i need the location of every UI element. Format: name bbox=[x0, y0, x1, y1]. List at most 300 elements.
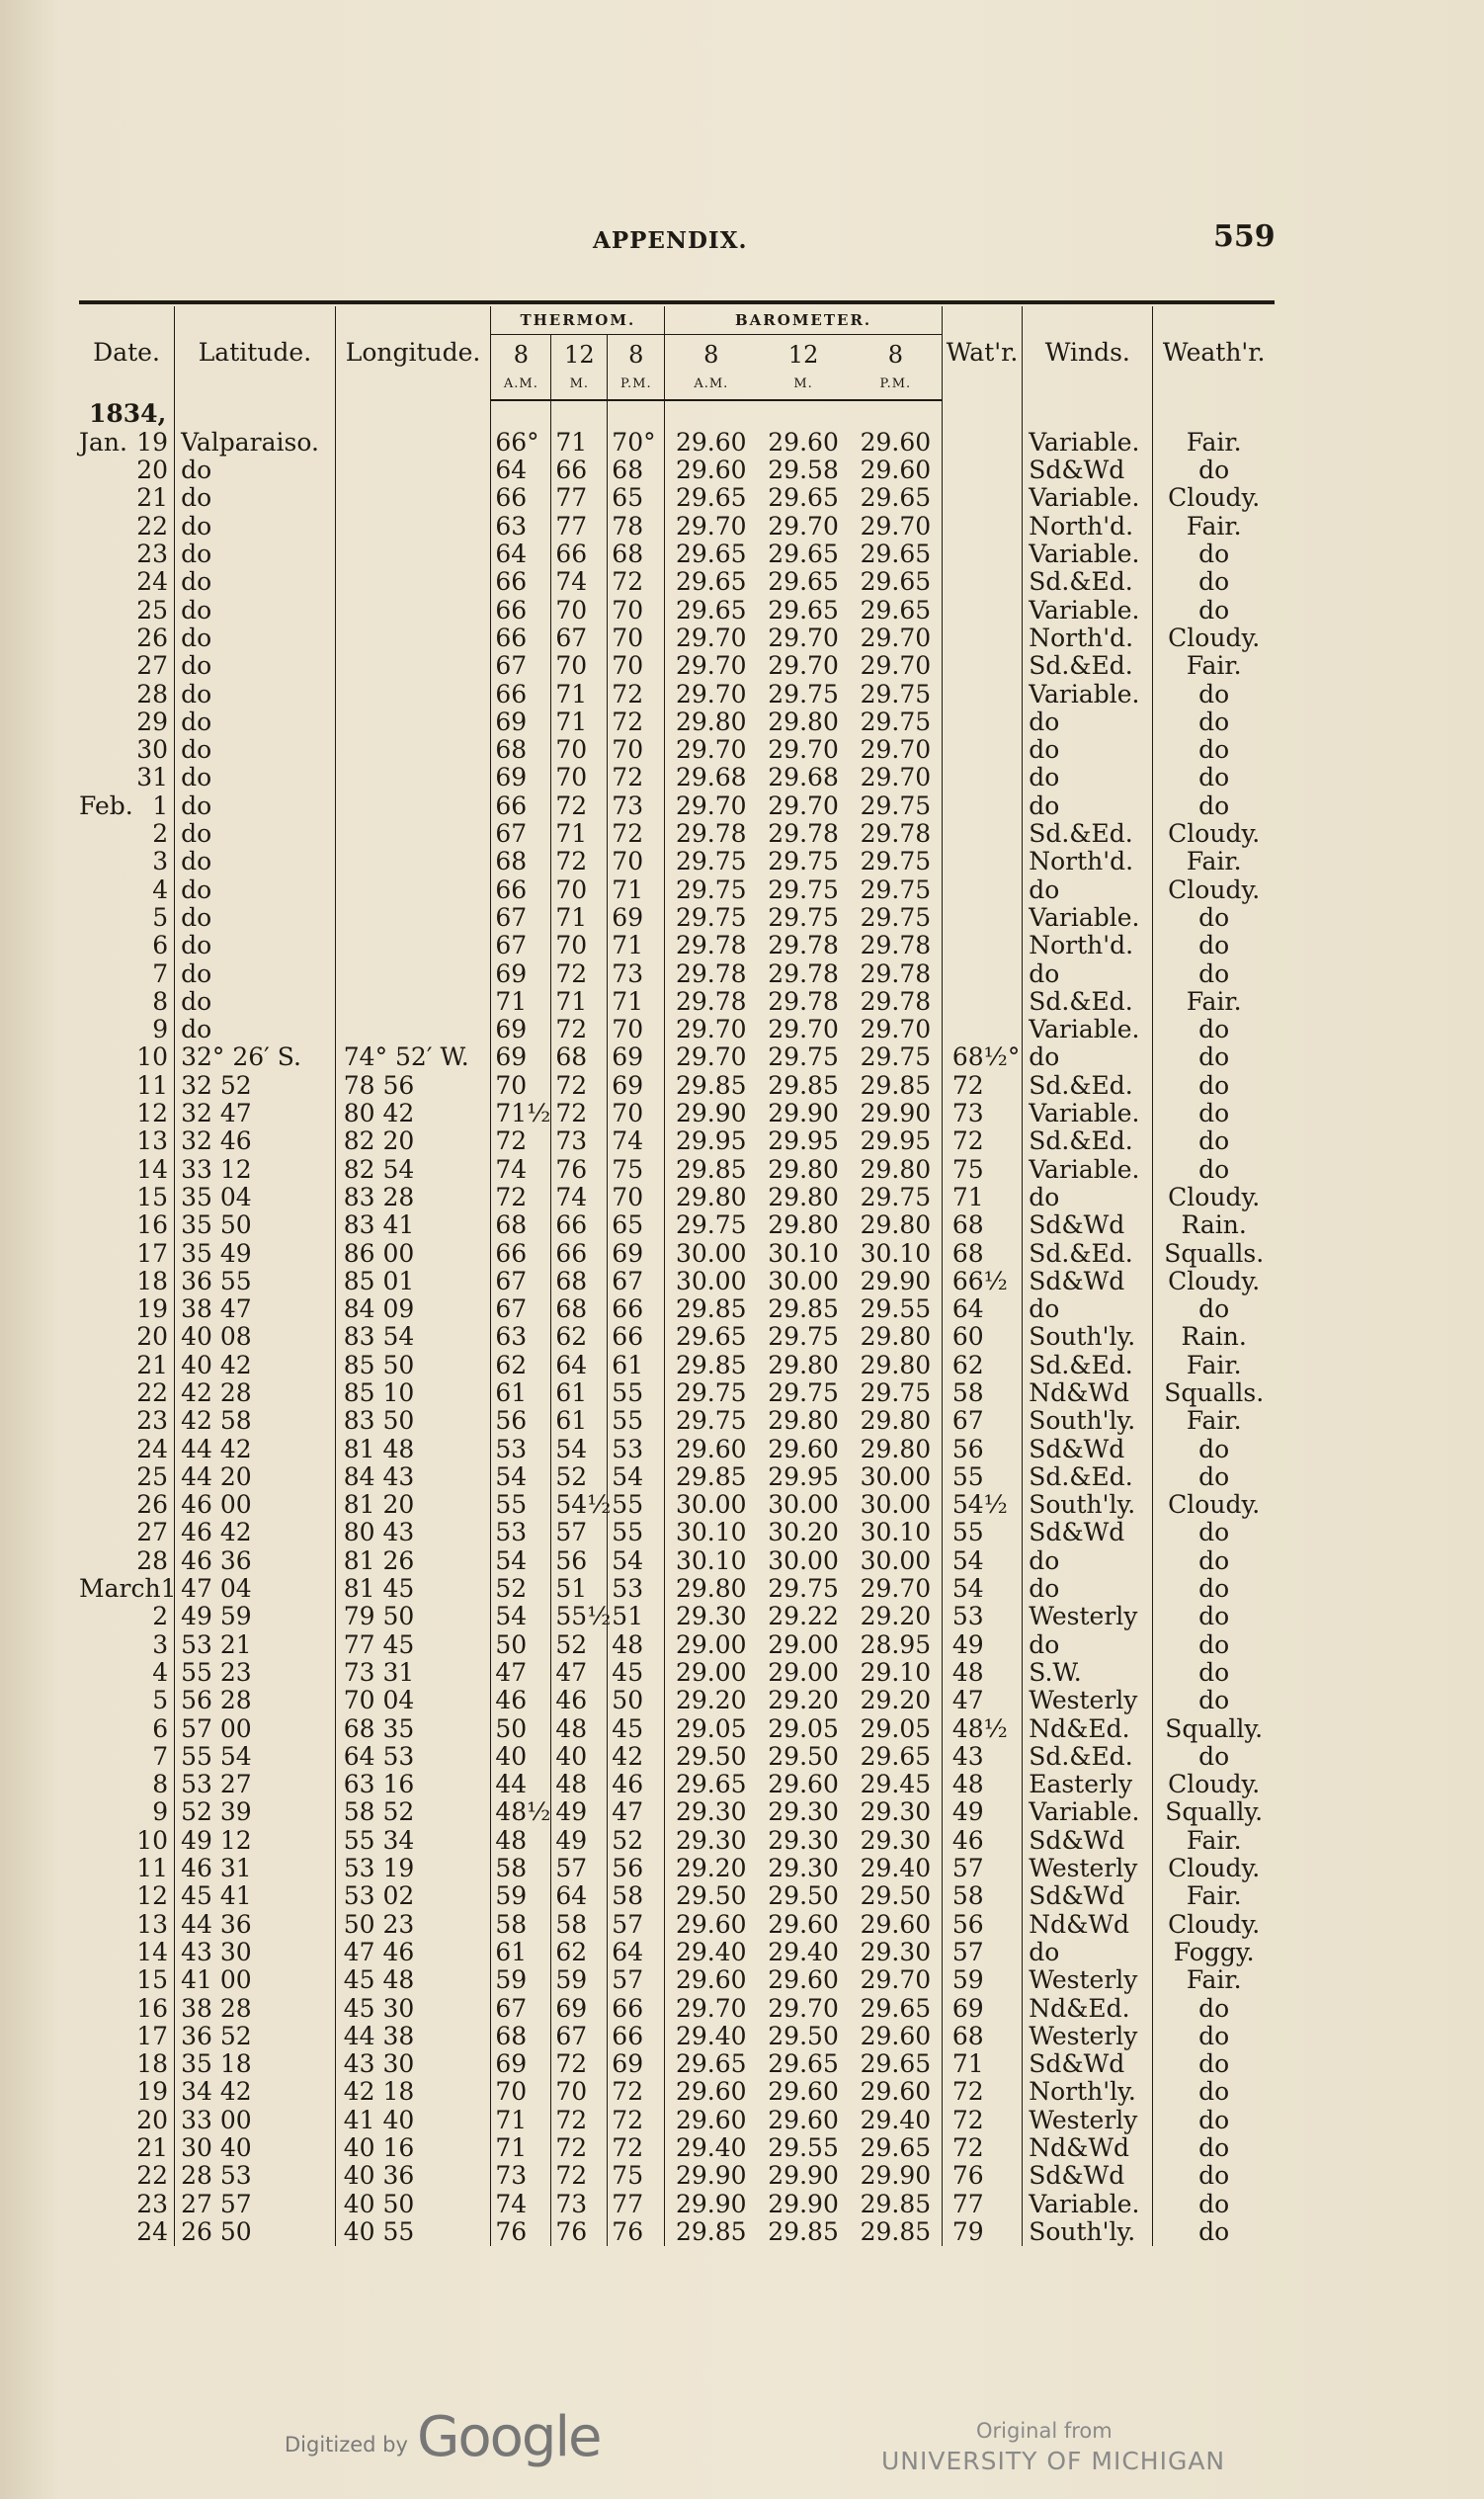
date-cell bbox=[79, 1407, 175, 1435]
thermom-8pm-cell: 65 bbox=[608, 1211, 665, 1239]
thermom-8am-cell: 46 bbox=[491, 1687, 551, 1714]
weather-cell: Rain. bbox=[1153, 1323, 1275, 1351]
thermom-noon-cell: 72 bbox=[551, 2134, 608, 2162]
barometer-8pm-cell: 29.70 bbox=[860, 1015, 932, 1044]
thermom-8pm-cell: 54 bbox=[608, 1547, 665, 1575]
table-row bbox=[79, 1882, 1275, 1910]
winds-cell: Westerly bbox=[1023, 1687, 1153, 1714]
date-cell bbox=[79, 904, 175, 932]
table-row bbox=[79, 1659, 1275, 1687]
date-cell bbox=[79, 1211, 175, 1239]
barometer-8pm-cell: 29.65 bbox=[860, 483, 932, 513]
barometer-8am-cell: 30.00 bbox=[665, 1268, 758, 1295]
weather-cell: do bbox=[1153, 1547, 1275, 1575]
water-temp-cell: 54 bbox=[942, 1575, 1022, 1603]
day-label: 23 bbox=[136, 2189, 169, 2218]
thermom-8am-cell: 44 bbox=[491, 1771, 551, 1798]
latitude-cell: do bbox=[175, 484, 336, 512]
table-row bbox=[79, 513, 1275, 541]
barometer-8am-cell: 29.65 bbox=[665, 2050, 758, 2078]
weather-cell: do bbox=[1153, 1603, 1275, 1630]
water-temp-cell bbox=[942, 876, 1022, 904]
winds-cell: Sd.&Ed. bbox=[1023, 1127, 1153, 1155]
weather-cell: do bbox=[1153, 736, 1275, 764]
day-label: 17 bbox=[136, 2021, 169, 2050]
thermom-8am-cell: 67 bbox=[491, 820, 551, 848]
winds-cell: do bbox=[1023, 1184, 1153, 1211]
water-temp-cell: 76 bbox=[942, 2162, 1022, 2190]
water-temp-cell: 73 bbox=[942, 1100, 1022, 1127]
day-label: 24 bbox=[136, 2216, 169, 2246]
thermom-noon-cell: 70 bbox=[551, 2078, 608, 2106]
barometer-8am-cell: 29.78 bbox=[665, 960, 758, 988]
barometer-8pm-cell: 29.65 bbox=[860, 1741, 932, 1771]
weather-cell: do bbox=[1153, 1436, 1275, 1463]
water-temp-cell: 56 bbox=[942, 1911, 1022, 1939]
thermom-8am-cell: 69 bbox=[491, 764, 551, 791]
latitude-cell: do bbox=[175, 848, 336, 875]
table-row bbox=[79, 1939, 1275, 1966]
thermom-8pm-cell: 57 bbox=[608, 1911, 665, 1939]
barometer-8am-cell: 29.70 bbox=[665, 1995, 758, 2023]
thermom-8pm-cell: 67 bbox=[608, 1268, 665, 1295]
day-label: 24 bbox=[136, 1434, 169, 1463]
barometer-8am-cell: 29.75 bbox=[665, 1379, 758, 1407]
thermom-8am-cell: 58 bbox=[491, 1911, 551, 1939]
water-temp-cell: 53 bbox=[942, 1603, 1022, 1630]
day-label: 18 bbox=[136, 2049, 169, 2079]
thermom-noon-cell: 62 bbox=[551, 1939, 608, 1966]
barometer-8am-cell: 29.05 bbox=[665, 1715, 758, 1743]
thermom-noon-cell: 57 bbox=[551, 1855, 608, 1882]
longitude-cell: 43 30 bbox=[335, 2050, 491, 2078]
barometer-8pm-cell: 29.05 bbox=[860, 1713, 932, 1743]
barometer-8pm-cell: 29.10 bbox=[860, 1657, 932, 1687]
longitude-cell: 85 50 bbox=[335, 1352, 491, 1379]
thermom-noon-cell: 56 bbox=[551, 1547, 608, 1575]
winds-cell: Westerly bbox=[1023, 1966, 1153, 1994]
water-temp-cell: 72 bbox=[942, 2107, 1022, 2134]
thermom-8am-cell: 66 bbox=[491, 876, 551, 904]
thermom-8pm-cell: 72 bbox=[608, 568, 665, 596]
thermom-8am-cell: 66 bbox=[491, 625, 551, 652]
winds-cell: South'ly. bbox=[1023, 1407, 1153, 1435]
water-temp-cell bbox=[942, 820, 1022, 848]
date-cell bbox=[79, 1603, 175, 1630]
thermom-8pm-cell: 76 bbox=[608, 2218, 665, 2246]
weather-cell: do bbox=[1153, 932, 1275, 959]
thermom-8am-cell: 40 bbox=[491, 1743, 551, 1771]
thermom-hour-1: 8 bbox=[491, 335, 551, 372]
table-row bbox=[79, 1966, 1275, 1994]
date-cell bbox=[79, 541, 175, 568]
thermom-8am-cell: 74 bbox=[491, 1156, 551, 1184]
barometer-noon-cell: 29.70 bbox=[768, 623, 839, 652]
barometer-noon-cell: 29.75 bbox=[768, 1377, 839, 1407]
winds-cell: Sd.&Ed. bbox=[1023, 652, 1153, 680]
barometer-8am-cell: 29.00 bbox=[665, 1631, 758, 1659]
winds-cell: Westerly bbox=[1023, 2023, 1153, 2050]
barometer-8am-cell: 29.80 bbox=[665, 1575, 758, 1603]
water-temp-cell: 49 bbox=[942, 1798, 1022, 1826]
thermom-8am-cell: 64 bbox=[491, 457, 551, 484]
thermom-noon-cell: 67 bbox=[551, 625, 608, 652]
winds-cell: Westerly bbox=[1023, 1603, 1153, 1630]
thermom-8am-cell: 66 bbox=[491, 484, 551, 512]
thermom-noon-cell: 72 bbox=[551, 2107, 608, 2134]
barometer-8am-cell: 29.85 bbox=[665, 1156, 758, 1184]
thermom-8pm-cell: 50 bbox=[608, 1687, 665, 1714]
thermom-noon-cell: 64 bbox=[551, 1882, 608, 1910]
winds-cell: Westerly bbox=[1023, 2107, 1153, 2134]
barometer-noon-cell: 29.65 bbox=[768, 567, 839, 597]
latitude-cell: 40 42 bbox=[175, 1352, 336, 1379]
winds-cell: Sd.&Ed. bbox=[1023, 1352, 1153, 1379]
latitude-cell: 55 23 bbox=[175, 1659, 336, 1687]
longitude-cell bbox=[335, 820, 491, 848]
thermom-8am-cell: 67 bbox=[491, 652, 551, 680]
thermom-noon-cell: 66 bbox=[551, 1240, 608, 1268]
thermom-8am-cell: 68 bbox=[491, 1211, 551, 1239]
day-label: 20 bbox=[136, 1322, 169, 1352]
thermom-noon-cell: 72 bbox=[551, 1100, 608, 1127]
col-longitude: Longitude. bbox=[335, 306, 491, 400]
longitude-cell: 40 55 bbox=[335, 2218, 491, 2246]
water-temp-cell bbox=[942, 597, 1022, 625]
date-cell bbox=[79, 429, 175, 457]
barometer-noon-cell: 29.70 bbox=[768, 735, 839, 765]
table-row bbox=[79, 484, 1275, 512]
thermom-8pm-cell: 70 bbox=[608, 625, 665, 652]
thermom-8am-cell: 72 bbox=[491, 1127, 551, 1155]
latitude-cell: 26 50 bbox=[175, 2218, 336, 2246]
thermom-8pm-cell: 77 bbox=[608, 2191, 665, 2218]
latitude-cell: do bbox=[175, 932, 336, 959]
barometer-noon-cell: 29.30 bbox=[768, 1797, 839, 1827]
thermom-noon-cell: 71 bbox=[551, 904, 608, 932]
barometer-8am-cell: 29.70 bbox=[665, 513, 758, 541]
weather-cell: Cloudy. bbox=[1153, 1184, 1275, 1211]
barometer-8pm-cell: 30.10 bbox=[860, 1518, 932, 1547]
barometer-noon-cell: 29.20 bbox=[768, 1686, 839, 1715]
log-body bbox=[79, 400, 1275, 2247]
winds-cell: S.W. bbox=[1023, 1659, 1153, 1687]
winds-cell: Sd.&Ed. bbox=[1023, 568, 1153, 596]
weather-cell: Cloudy. bbox=[1153, 1771, 1275, 1798]
barometer-8pm-cell: 29.50 bbox=[860, 1881, 932, 1911]
col-date: Date. bbox=[93, 338, 160, 368]
thermom-noon-cell: 57 bbox=[551, 1519, 608, 1546]
longitude-cell bbox=[335, 597, 491, 625]
thermom-noon-cell: 72 bbox=[551, 848, 608, 875]
longitude-cell: 74° 52′ W. bbox=[335, 1043, 491, 1071]
winds-cell: Variable. bbox=[1023, 1798, 1153, 1826]
thermom-noon-cell: 66 bbox=[551, 457, 608, 484]
barometer-hour-1: 8 bbox=[665, 335, 758, 372]
latitude-cell: 33 00 bbox=[175, 2107, 336, 2134]
longitude-cell: 80 43 bbox=[335, 1519, 491, 1546]
date-cell bbox=[79, 736, 175, 764]
barometer-noon-cell: 29.60 bbox=[768, 1434, 839, 1463]
latitude-cell: do bbox=[175, 960, 336, 988]
water-temp-cell bbox=[942, 513, 1022, 541]
barometer-noon-cell: 29.90 bbox=[768, 2161, 839, 2191]
latitude-cell: do bbox=[175, 625, 336, 652]
winds-cell: Nd&Wd bbox=[1023, 1911, 1153, 1939]
weather-cell: do bbox=[1153, 904, 1275, 932]
barometer-8pm-cell: 29.60 bbox=[860, 456, 932, 485]
barometer-8am-cell: 30.10 bbox=[665, 1547, 758, 1575]
barometer-8am-cell: 30.10 bbox=[665, 1519, 758, 1546]
winds-cell: Sd&Wd bbox=[1023, 1211, 1153, 1239]
latitude-cell: 41 00 bbox=[175, 1966, 336, 1994]
longitude-cell: 81 26 bbox=[335, 1547, 491, 1575]
barometer-8am-cell: 29.75 bbox=[665, 1407, 758, 1435]
winds-cell: Variable. bbox=[1023, 541, 1153, 568]
thermom-8am-cell: 71 bbox=[491, 2107, 551, 2134]
weather-cell: do bbox=[1153, 1995, 1275, 2023]
latitude-cell: 56 28 bbox=[175, 1687, 336, 1714]
thermom-noon-cell: 58 bbox=[551, 1911, 608, 1939]
water-temp-cell: 75 bbox=[942, 1156, 1022, 1184]
barometer-8pm-cell: 29.40 bbox=[860, 1854, 932, 1883]
latitude-cell: 57 00 bbox=[175, 1715, 336, 1743]
barometer-noon-cell: 29.95 bbox=[768, 1126, 839, 1156]
digitized-by-label: Digitized by bbox=[285, 2433, 408, 2457]
winds-cell: Variable. bbox=[1023, 484, 1153, 512]
thermom-noon-cell: 46 bbox=[551, 1687, 608, 1714]
latitude-cell: do bbox=[175, 904, 336, 932]
date-cell bbox=[79, 820, 175, 848]
table-row bbox=[79, 1323, 1275, 1351]
thermom-8pm-cell: 55 bbox=[608, 1519, 665, 1546]
latitude-cell: do bbox=[175, 876, 336, 904]
barometer-8am-cell: 29.90 bbox=[665, 2162, 758, 2190]
water-temp-cell bbox=[942, 625, 1022, 652]
longitude-cell: 86 00 bbox=[335, 1240, 491, 1268]
barometer-8pm-cell: 29.65 bbox=[860, 2049, 932, 2079]
day-label: 8 bbox=[152, 986, 169, 1016]
barometer-8pm-cell: 29.65 bbox=[860, 540, 932, 569]
table-row bbox=[79, 1352, 1275, 1379]
longitude-cell: 64 53 bbox=[335, 1743, 491, 1771]
weather-cell: Fair. bbox=[1153, 429, 1275, 457]
latitude-cell: 49 12 bbox=[175, 1827, 336, 1855]
table-row bbox=[79, 820, 1275, 848]
thermom-noon-cell: 61 bbox=[551, 1379, 608, 1407]
barometer-8pm-cell: 29.65 bbox=[860, 567, 932, 597]
thermom-8am-cell: 63 bbox=[491, 1323, 551, 1351]
date-cell bbox=[79, 1631, 175, 1659]
table-row bbox=[79, 1519, 1275, 1546]
water-temp-cell bbox=[942, 988, 1022, 1016]
latitude-cell: 46 36 bbox=[175, 1547, 336, 1575]
date-cell bbox=[79, 681, 175, 708]
barometer-8pm-cell: 29.20 bbox=[860, 1602, 932, 1631]
winds-cell: do bbox=[1023, 876, 1153, 904]
day-label: 25 bbox=[136, 1461, 169, 1491]
table-row bbox=[79, 1687, 1275, 1714]
barometer-noon-cell: 29.60 bbox=[768, 2105, 839, 2134]
latitude-cell: 32 47 bbox=[175, 1100, 336, 1127]
latitude-cell: do bbox=[175, 764, 336, 791]
date-cell bbox=[79, 988, 175, 1016]
table-row bbox=[79, 1100, 1275, 1127]
date-cell bbox=[79, 1798, 175, 1826]
day-label: 28 bbox=[136, 679, 169, 708]
latitude-cell: 43 30 bbox=[175, 1939, 336, 1966]
thermom-8am-cell: 48 bbox=[491, 1827, 551, 1855]
barometer-noon-cell: 30.00 bbox=[768, 1490, 839, 1520]
thermom-8pm-cell: 55 bbox=[608, 1407, 665, 1435]
thermom-noon-cell: 70 bbox=[551, 932, 608, 959]
day-label: 15 bbox=[136, 1965, 169, 1995]
longitude-cell: 80 42 bbox=[335, 1100, 491, 1127]
date-cell bbox=[79, 1519, 175, 1546]
barometer-noon-cell: 29.85 bbox=[768, 1294, 839, 1324]
day-label: 19 bbox=[136, 427, 169, 457]
barometer-noon-cell: 29.75 bbox=[768, 875, 839, 904]
longitude-cell: 79 50 bbox=[335, 1603, 491, 1630]
thermom-8am-cell: 59 bbox=[491, 1882, 551, 1910]
barometer-8pm-cell: 29.78 bbox=[860, 958, 932, 988]
weather-cell: Fair. bbox=[1153, 1827, 1275, 1855]
longitude-cell: 81 48 bbox=[335, 1436, 491, 1463]
date-cell bbox=[79, 2218, 175, 2246]
thermom-8am-cell: 76 bbox=[491, 2218, 551, 2246]
barometer-8am-cell: 29.85 bbox=[665, 2218, 758, 2246]
water-temp-cell: 71 bbox=[942, 2050, 1022, 2078]
latitude-cell: 45 41 bbox=[175, 1882, 336, 1910]
latitude-cell: 28 53 bbox=[175, 2162, 336, 2190]
barometer-8am-cell: 29.80 bbox=[665, 708, 758, 736]
table-row bbox=[79, 652, 1275, 680]
thermom-8am-cell: 72 bbox=[491, 1184, 551, 1211]
barometer-noon-cell: 29.75 bbox=[768, 1574, 839, 1604]
weather-cell: do bbox=[1153, 1295, 1275, 1323]
longitude-cell bbox=[335, 876, 491, 904]
thermom-noon-cell: 47 bbox=[551, 1659, 608, 1687]
barometer-8pm-cell: 29.80 bbox=[860, 1210, 932, 1240]
thermom-noon-cell: 49 bbox=[551, 1827, 608, 1855]
longitude-cell bbox=[335, 513, 491, 541]
date-cell bbox=[79, 2107, 175, 2134]
water-temp-cell: 66½ bbox=[942, 1268, 1022, 1295]
date-cell bbox=[79, 2078, 175, 2106]
thermom-noon-cell: 70 bbox=[551, 764, 608, 791]
table-row bbox=[79, 1491, 1275, 1519]
longitude-cell bbox=[335, 652, 491, 680]
water-temp-cell bbox=[942, 429, 1022, 457]
thermom-noon-cell: 48 bbox=[551, 1771, 608, 1798]
barometer-8am-cell: 29.70 bbox=[665, 736, 758, 764]
barometer-8am-cell: 29.68 bbox=[665, 764, 758, 791]
thermom-8am-cell: 54 bbox=[491, 1547, 551, 1575]
table-row bbox=[79, 1016, 1275, 1043]
table-row bbox=[79, 1743, 1275, 1771]
thermom-noon-cell: 68 bbox=[551, 1268, 608, 1295]
weather-cell: do bbox=[1153, 764, 1275, 791]
thermom-8pm-cell: 45 bbox=[608, 1659, 665, 1687]
latitude-cell: 34 42 bbox=[175, 2078, 336, 2106]
thermom-noon-cell: 77 bbox=[551, 484, 608, 512]
barometer-8pm-cell: 29.65 bbox=[860, 2133, 932, 2162]
day-label: 9 bbox=[152, 1797, 169, 1827]
date-cell bbox=[79, 1491, 175, 1519]
day-label: 10 bbox=[136, 1825, 169, 1855]
longitude-cell: 84 43 bbox=[335, 1463, 491, 1491]
thermom-8pm-cell: 70 bbox=[608, 1100, 665, 1127]
date-cell bbox=[79, 1715, 175, 1743]
latitude-cell: 32° 26′ S. bbox=[175, 1043, 336, 1071]
water-temp-cell bbox=[942, 848, 1022, 875]
water-temp-cell: 68 bbox=[942, 2023, 1022, 2050]
thermom-period-1: A.M. bbox=[491, 371, 551, 399]
winds-cell: Nd&Ed. bbox=[1023, 1995, 1153, 2023]
thermom-8am-cell: 66 bbox=[491, 681, 551, 708]
date-cell bbox=[79, 1463, 175, 1491]
weather-cell: do bbox=[1153, 1631, 1275, 1659]
barometer-noon-cell: 30.00 bbox=[768, 1266, 839, 1295]
barometer-8pm-cell: 29.85 bbox=[860, 2216, 932, 2246]
barometer-8am-cell: 29.50 bbox=[665, 1882, 758, 1910]
barometer-8pm-cell: 29.45 bbox=[860, 1770, 932, 1799]
table-row bbox=[79, 988, 1275, 1016]
winds-cell: South'ly. bbox=[1023, 2218, 1153, 2246]
latitude-cell: do bbox=[175, 988, 336, 1016]
barometer-8pm-cell: 29.80 bbox=[860, 1154, 932, 1184]
longitude-cell: 73 31 bbox=[335, 1659, 491, 1687]
barometer-noon-cell: 29.80 bbox=[768, 1210, 839, 1240]
longitude-cell: 41 40 bbox=[335, 2107, 491, 2134]
date-cell bbox=[79, 1127, 175, 1155]
thermom-noon-cell: 71 bbox=[551, 429, 608, 457]
barometer-8pm-cell: 28.95 bbox=[860, 1629, 932, 1659]
barometer-8pm-cell: 29.60 bbox=[860, 1909, 932, 1939]
latitude-cell: do bbox=[175, 1016, 336, 1043]
thermom-noon-cell: 76 bbox=[551, 2218, 608, 2246]
table-row bbox=[79, 2218, 1275, 2246]
thermom-noon-cell: 72 bbox=[551, 1016, 608, 1043]
water-temp-cell bbox=[942, 541, 1022, 568]
thermom-8pm-cell: 72 bbox=[608, 708, 665, 736]
water-temp-cell: 47 bbox=[942, 1687, 1022, 1714]
winds-cell: Nd&Wd bbox=[1023, 2134, 1153, 2162]
thermom-8pm-cell: 72 bbox=[608, 2134, 665, 2162]
longitude-cell: 84 09 bbox=[335, 1295, 491, 1323]
winds-cell: Variable. bbox=[1023, 1156, 1153, 1184]
thermom-noon-cell: 66 bbox=[551, 1211, 608, 1239]
thermom-8am-cell: 67 bbox=[491, 1295, 551, 1323]
day-label: 16 bbox=[136, 1993, 169, 2023]
day-label: 3 bbox=[152, 847, 169, 876]
latitude-cell: 32 52 bbox=[175, 1072, 336, 1100]
table-row bbox=[79, 1798, 1275, 1826]
thermom-noon-cell: 72 bbox=[551, 792, 608, 820]
thermom-8am-cell: 67 bbox=[491, 932, 551, 959]
day-label: 17 bbox=[136, 1238, 169, 1268]
thermom-8am-cell: 67 bbox=[491, 1995, 551, 2023]
longitude-cell: 63 16 bbox=[335, 1771, 491, 1798]
thermom-noon-cell: 40 bbox=[551, 1743, 608, 1771]
barometer-noon-cell: 29.70 bbox=[768, 1015, 839, 1044]
col-latitude: Latitude. bbox=[175, 306, 336, 400]
barometer-noon-cell: 29.65 bbox=[768, 540, 839, 569]
water-temp-cell: 68 bbox=[942, 1240, 1022, 1268]
barometer-8pm-cell: 29.78 bbox=[860, 986, 932, 1016]
barometer-8pm-cell: 29.75 bbox=[860, 1182, 932, 1211]
weather-cell: do bbox=[1153, 1072, 1275, 1100]
